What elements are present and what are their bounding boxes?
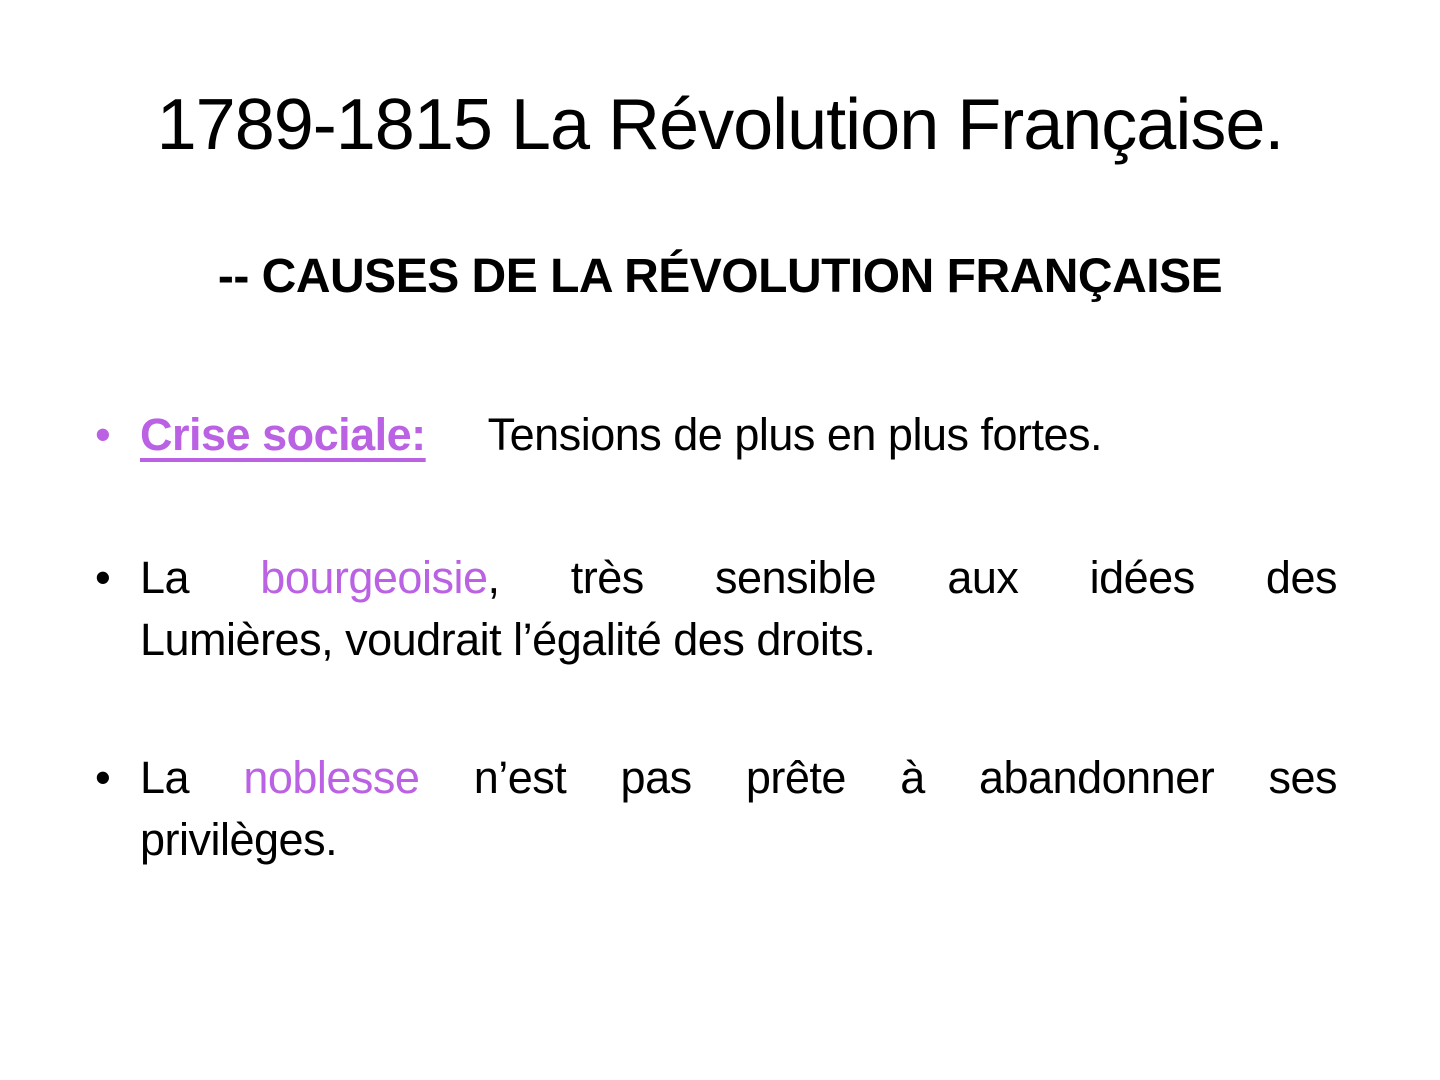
slide-title: 1789-1815 La Révolution Française. xyxy=(156,85,1284,165)
bullet-highlight-bourgeoisie: bourgeoisie xyxy=(260,552,488,603)
bullet-highlight-noblesse: noblesse xyxy=(243,752,420,803)
bullet-item-noblesse xyxy=(95,747,1337,871)
bullet-line-2: privilèges. xyxy=(140,814,338,865)
bullet-dot-icon: • xyxy=(95,752,111,803)
bullet-text: La xyxy=(140,752,244,803)
slide-subtitle: -- CAUSES DE LA RÉVOLUTION FRANÇAISE xyxy=(217,250,1223,303)
bullet-line-1 xyxy=(140,747,1337,809)
bullet-item-bourgeoisie xyxy=(95,547,1337,671)
bullet-text: La xyxy=(140,552,261,603)
bullet-text: n’est pas prête à abandonner ses xyxy=(419,752,1337,803)
bullet-dot-icon: • xyxy=(95,409,111,460)
bullet-dot-icon: • xyxy=(95,552,111,603)
bullet-line-2: Lumières, voudrait l’égalité des droits. xyxy=(140,614,876,665)
bullet-item-crise-sociale xyxy=(95,404,1337,466)
bullet-highlight-crise-sociale: Crise sociale: xyxy=(140,409,426,460)
bullet-line-1 xyxy=(140,547,1337,609)
bullet-text: Tensions de plus en plus fortes. xyxy=(487,409,1103,460)
bullet-text: , très sensible aux idées des xyxy=(487,552,1337,603)
